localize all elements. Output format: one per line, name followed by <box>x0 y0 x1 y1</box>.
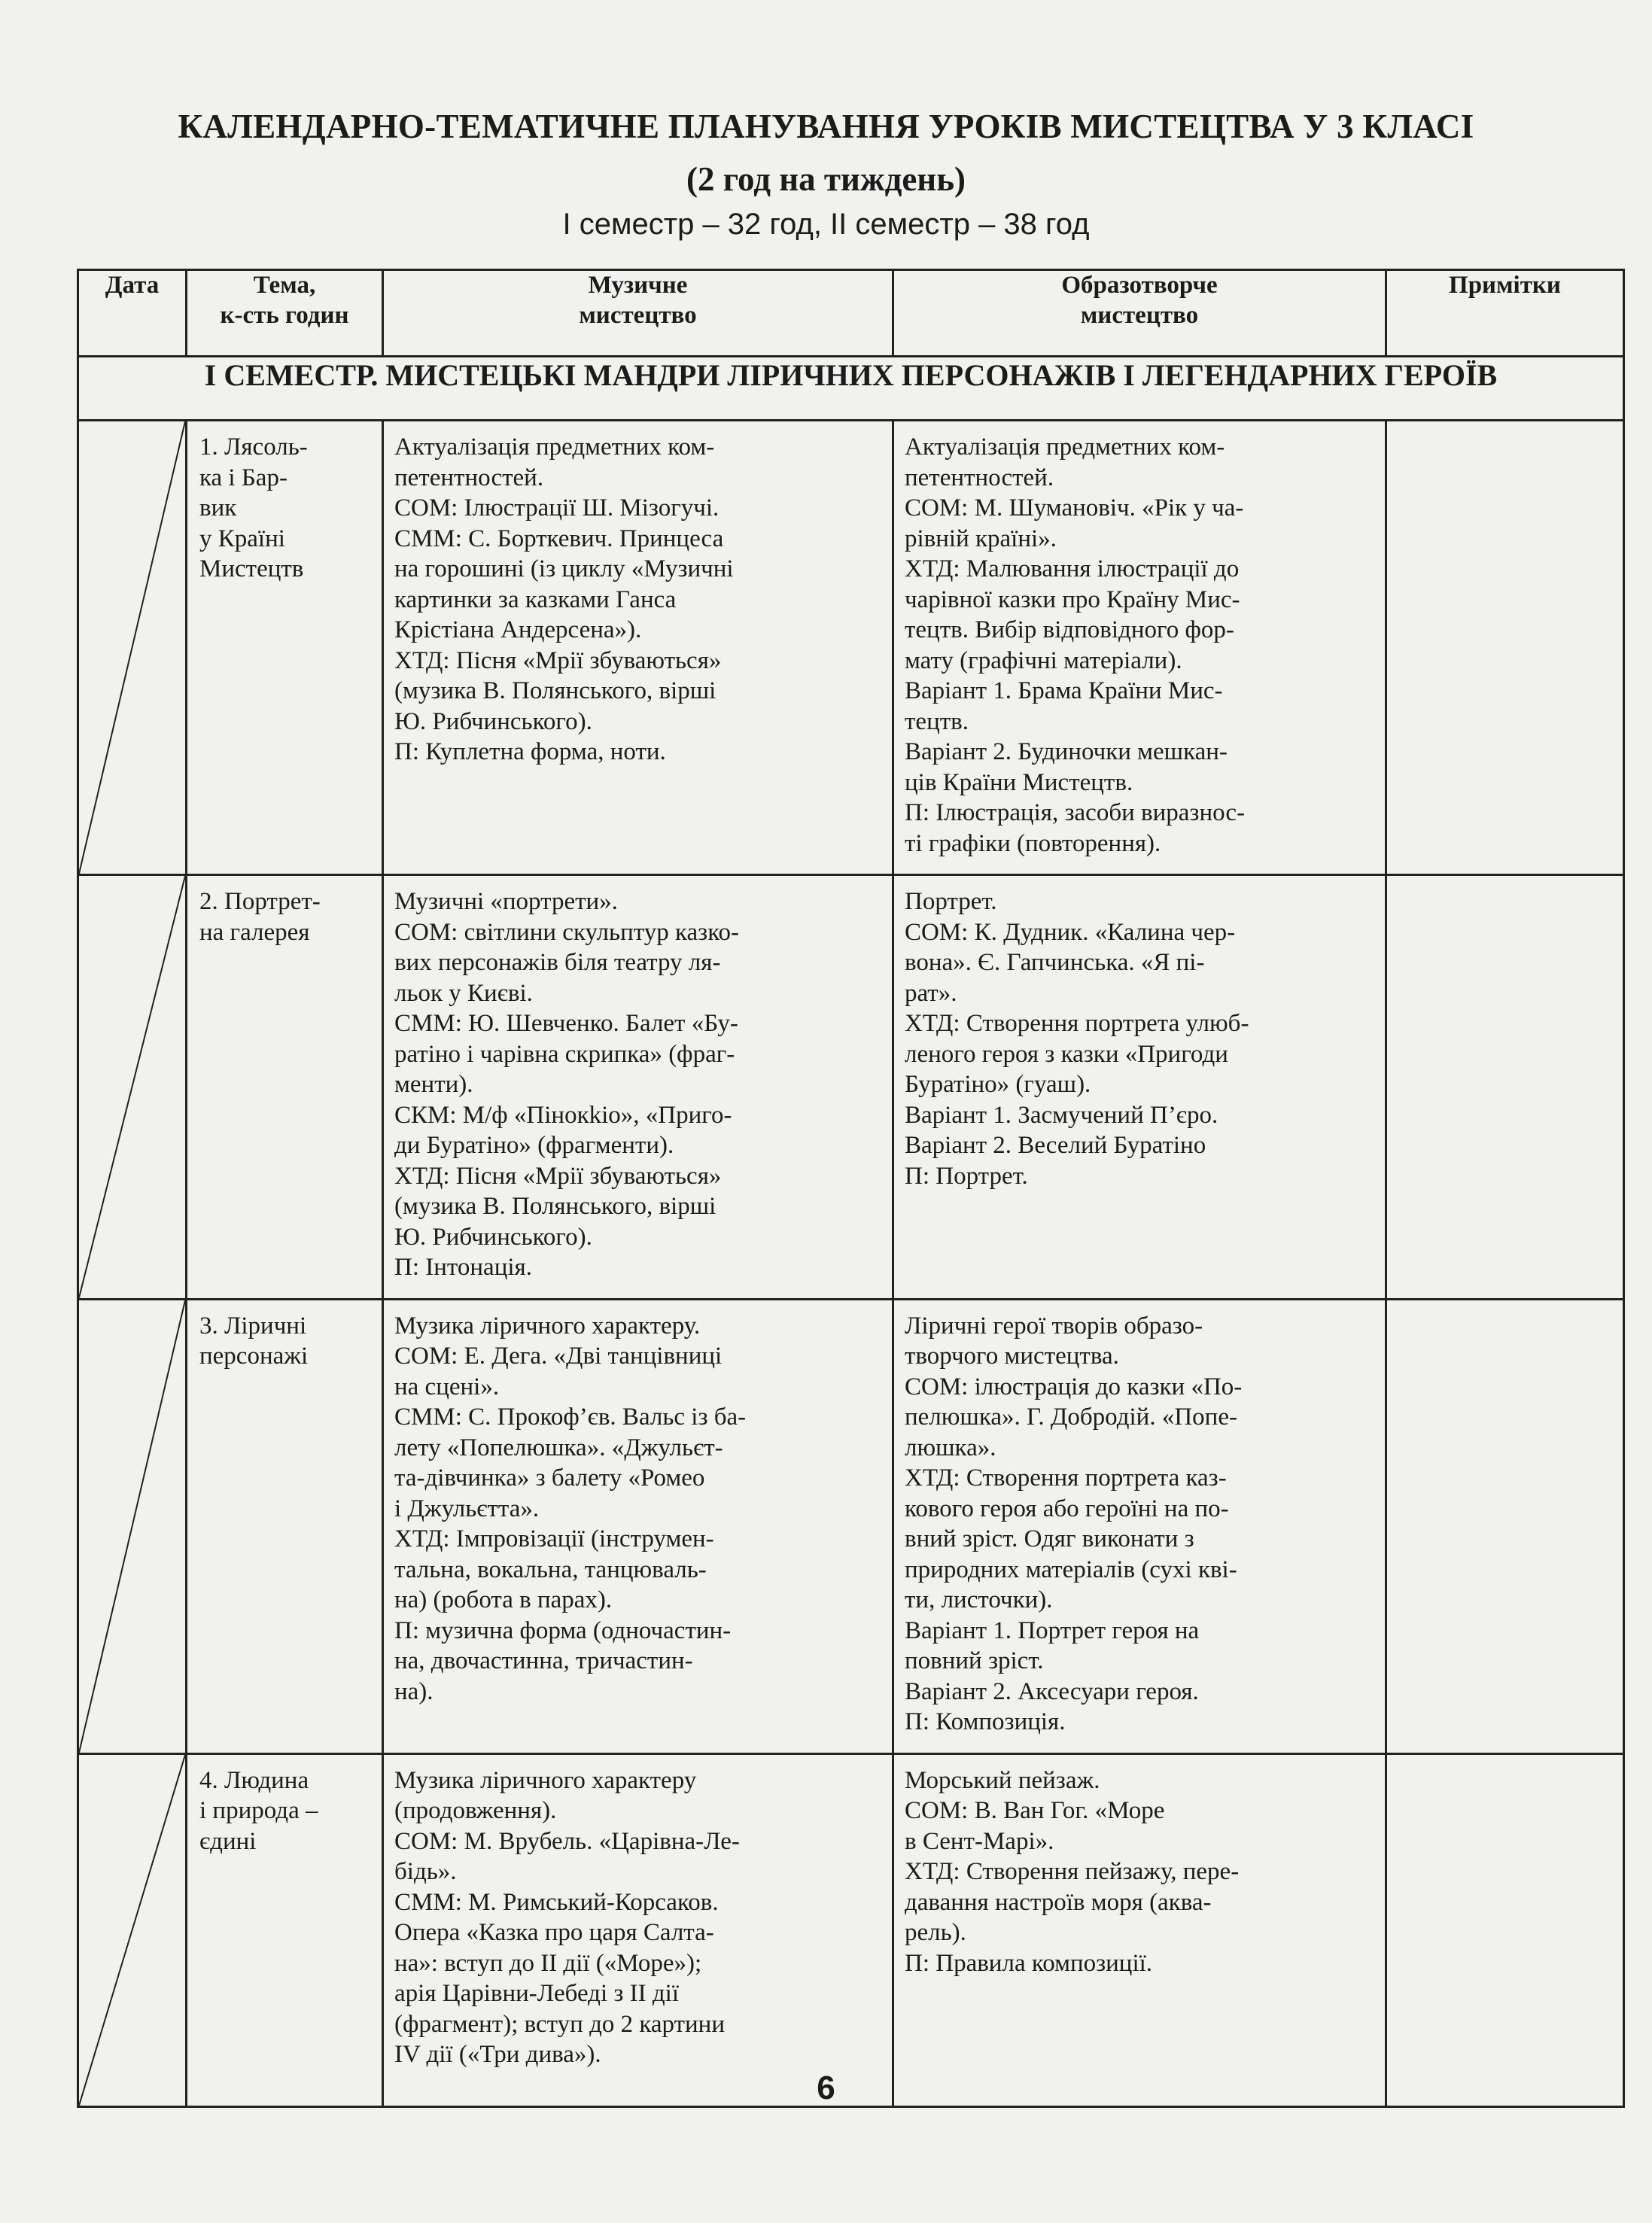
date-cell <box>78 421 187 875</box>
date-slash <box>79 1300 185 1753</box>
topic-cell: 3. Ліричні персонажі <box>187 1299 383 1753</box>
notes-cell <box>1386 1753 1624 2106</box>
notes-cell <box>1386 875 1624 1300</box>
topic-cell: 1. Лясоль- ка і Бар- вик у Країні Мистецтв <box>187 421 383 875</box>
topic-cell: 4. Людина і природа – єдині <box>187 1753 383 2106</box>
col-header-music: Музичне мистецтво <box>383 270 893 357</box>
col-header-topic: Тема, к-сть годин <box>187 270 383 357</box>
art-cell: Актуалізація предметних ком- петентностей. СОМ: М. Шумановіч. «Рік у ча- рівній країні». ХТД: Малювання ілюстрації до чарівної казки про Країну Мис- тецтв. Вибір відповідного фор- мату (графічні матеріали). Варіант 1. Брама Країни Мис- тецтв. Варіант 2. Будиночки мешкан- ців Країни Мистецтв. П: Ілюстрація, засоби виразнос- ті графіки (повторення). <box>893 421 1386 875</box>
col-header-art: Образотворче мистецтво <box>893 270 1386 357</box>
col-header-date: Дата <box>78 270 187 357</box>
semester-hours: І семестр – 32 год, ІІ семестр – 38 год <box>562 208 1090 241</box>
semester-heading: І СЕМЕСТР. МИСТЕЦЬКІ МАНДРИ ЛІРИЧНИХ ПЕРСОНАЖІВ І ЛЕГЕНДАРНИХ ГЕРОЇВ <box>78 357 1624 421</box>
planning-table <box>77 269 1625 2108</box>
date-cell <box>78 1753 187 2106</box>
date-slash <box>79 876 185 1298</box>
notes-cell <box>1386 1299 1624 1753</box>
art-cell: Ліричні герої творів образо- творчого мистецтва. СОМ: ілюстрація до казки «По- пелюшка». Г. Добродій. «Попе- люшка». ХТД: Створення портрета каз- кового героя або героїні на по- вний зріст. Одяг виконати з природних матеріалів (сухі кві- ти, листочки). Варіант 1. Портрет героя на повний зріст. Варіант 2. Аксесуари героя. П: Композиція. <box>893 1299 1386 1753</box>
music-cell: Музичні «портрети». СОМ: світлини скульптур казко- вих персонажів біля театру ля- льок у Києві. СММ: Ю. Шевченко. Балет «Бу- ратіно і чарівна скрипка» (фраг- менти). СКМ: М/ф «Пінокkіо», «Приго- ди Буратіно» (фрагменти). ХТД: Пісня «Мрії збуваються» (музика В. Полянського, вірші Ю. Рибчинського). П: Інтонація. <box>383 875 893 1300</box>
table-row <box>78 1299 1624 1753</box>
date-cell <box>78 875 187 1300</box>
table-header-row <box>78 270 1624 357</box>
section-row <box>78 357 1624 421</box>
notes-cell <box>1386 421 1624 875</box>
table-row <box>78 875 1624 1300</box>
date-cell <box>78 1299 187 1753</box>
col-header-notes: Примітки <box>1386 270 1624 357</box>
page-subtitle: (2 год на тиждень) <box>686 160 966 198</box>
art-cell: Портрет. СОМ: К. Дудник. «Калина чер- вона». Є. Гапчинська. «Я пі- рат». ХТД: Створення портрета улюб- леного героя з казки «Пригоди Буратіно» (гуаш). Варіант 1. Засмучений П’єро. Варіант 2. Веселий Буратіно П: Портрет. <box>893 875 1386 1300</box>
art-cell: Морський пейзаж. СОМ: В. Ван Гог. «Море в Сент-Марі». ХТД: Створення пейзажу, пере- давання настроїв моря (аква- рель). П: Правила композиції. <box>893 1753 1386 2106</box>
page-title: КАЛЕНДАРНО-ТЕМАТИЧНЕ ПЛАНУВАННЯ УРОКІВ МИСТЕЦТВА У 3 КЛАСІ <box>178 108 1474 145</box>
table-row <box>78 1753 1624 2106</box>
music-cell: Музика ліричного характеру. СОМ: Е. Дега. «Дві танцівниці на сцені». СММ: С. Прокоф’єв. Вальс із ба- лету «Попелюшка». «Джульєт- та-дівчинка» з балету «Ромео і Джульєтта». ХТД: Імпровізації (інструмен- тальна, вокальна, танцюваль- на) (робота в парах). П: музична форма (одночастин- на, двочастинна, тричастин- на). <box>383 1299 893 1753</box>
page-number: 6 <box>817 2069 835 2106</box>
topic-cell: 2. Портрет- на галерея <box>187 875 383 1300</box>
date-slash <box>79 421 185 874</box>
music-cell: Актуалізація предметних ком- петентностей. СОМ: Ілюстрації Ш. Мізогучі. СММ: С. Борткевич. Принцеса на горошині (із циклу «Музичні картинки за казками Ганса Крістіана Андерсена»). ХТД: Пісня «Мрії збуваються» (музика В. Полянського, вірші Ю. Рибчинського). П: Куплетна форма, ноти. <box>383 421 893 875</box>
music-cell: Музика ліричного характеру (продовження). СОМ: М. Врубель. «Царівна-Ле- бідь». СММ: М. Римський-Корсаков. Опера «Казка про царя Салта- на»: вступ до ІІ дії («Море»); арія Царівни-Лебеді з ІІ дії (фрагмент); вступ до 2 картини ІV дії («Три дива»). <box>383 1753 893 2106</box>
table-row <box>78 421 1624 875</box>
date-slash <box>79 1755 185 2106</box>
